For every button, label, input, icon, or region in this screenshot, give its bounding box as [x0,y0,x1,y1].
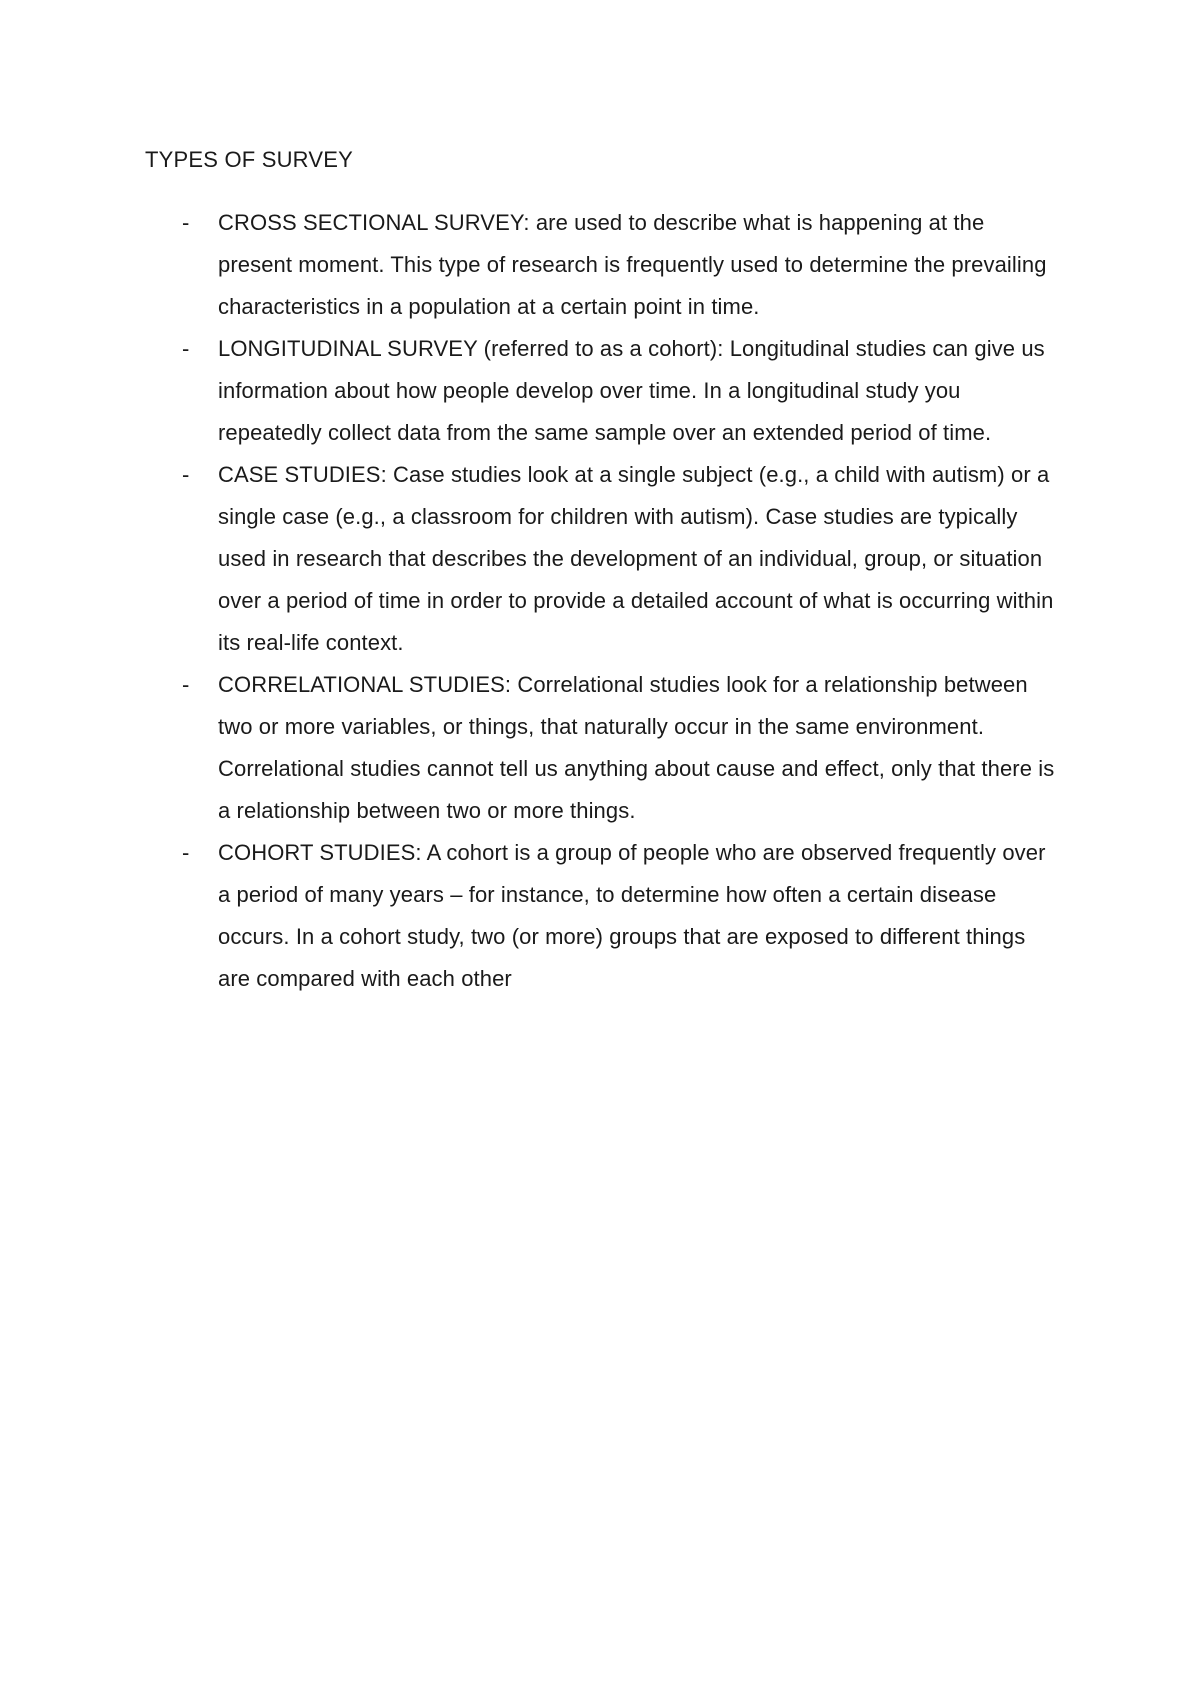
bullet-dash: - [182,840,190,865]
list-item-cohort [0,832,1200,1000]
list-item-text: LONGITUDINAL SURVEY (referred to as a cohort): Longitudinal studies can give us information about how people develop over time. In a longitudinal study you repeatedly collect data from the same sample over an extended period of time. [218,336,1045,445]
list-item-text: CASE STUDIES: Case studies look at a single subject (e.g., a child with autism) or a single case (e.g., a classroom for children with autism). Case studies are typically used in research that describes the development of an individual, group, or situation over a period of time in order to provide a detailed account of what is occurring within its real-life context. [218,462,1054,655]
list-item-correlational [0,664,1200,832]
survey-types-list [0,202,1200,1000]
bullet-dash: - [182,210,190,235]
list-item-cross-sectional [0,202,1200,328]
list-item-case-studies [0,454,1200,664]
list-item-text: COHORT STUDIES: A cohort is a group of people who are observed frequently over a period of many years – for instance, to determine how often a certain disease occurs. In a cohort study, two (or more) groups that are exposed to different things are compared with each other [218,840,1046,991]
document-title: TYPES OF SURVEY [145,147,353,172]
bullet-dash: - [182,336,190,361]
bullet-dash: - [182,462,190,487]
list-item-text: CROSS SECTIONAL SURVEY: are used to describe what is happening at the present moment. This type of research is frequently used to determine the prevailing characteristics in a population at a certain point in time. [218,210,1047,319]
list-item-longitudinal [0,328,1200,454]
bullet-dash: - [182,672,190,697]
list-item-text: CORRELATIONAL STUDIES: Correlational studies look for a relationship between two or more variables, or things, that naturally occur in the same environment. Correlational studies cannot tell us anything about cause and effect, only that there is a relationship between two or more things. [218,672,1055,823]
